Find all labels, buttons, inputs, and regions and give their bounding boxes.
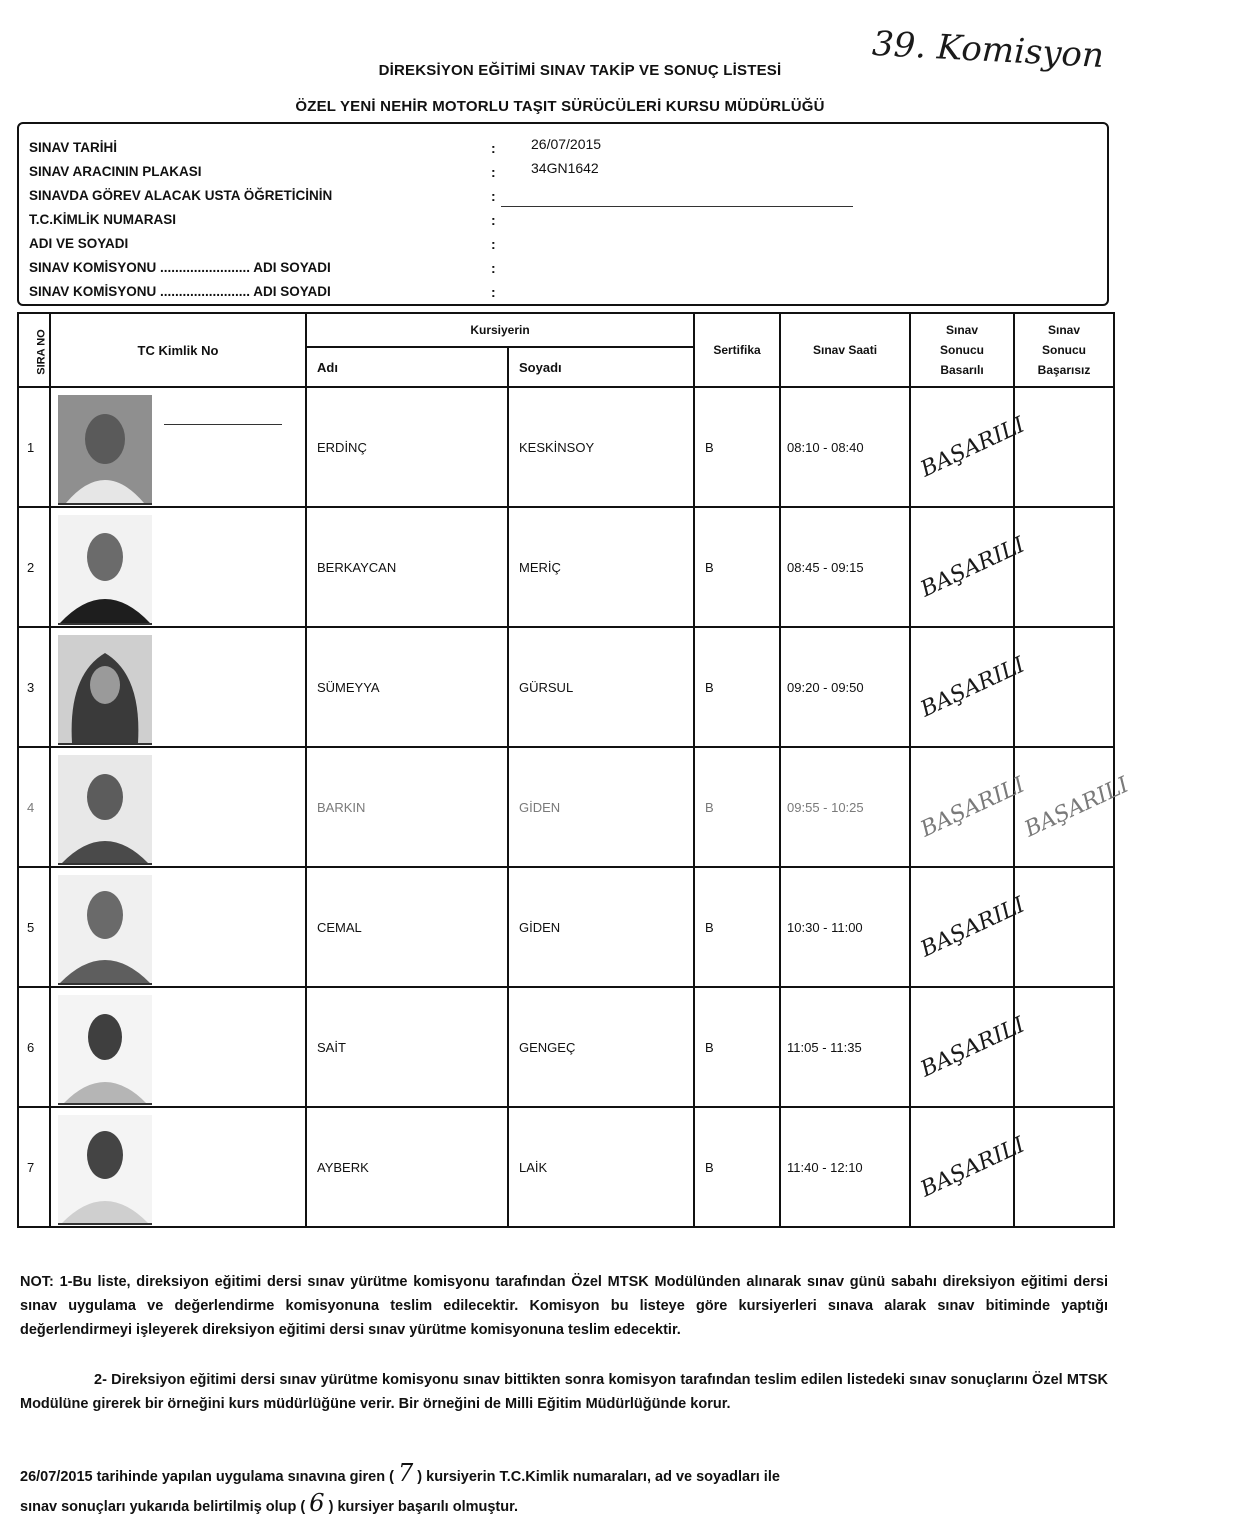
handwritten-result: BAŞARILI [916,652,1029,722]
row-number: 6 [18,987,50,1107]
table-row [18,507,1114,627]
exam-results-table [17,312,1133,1228]
result-failed-cell [1014,627,1114,747]
document-subtitle: ÖZEL YENİ NEHİR MOTORLU TAŞIT SÜRÜCÜLERİ KURSU MÜDÜRLÜĞÜ [295,98,825,115]
summary-text: ) kursiyer başarılı olmuştur. [328,1499,518,1515]
note-paragraph-1: NOT: 1-Bu liste, direksiyon eğitimi dersi sınav yürütme komisyonu tarafından Özel MTSK Modülünden alınarak sınav günü sabahı direksiyon eğitimi dersi sınav uygulama ve değerlendirme komisyonuna teslim edilecektir. Komisyon bu listeye göre kursiyerleri sınava alarak sınav bitiminde yaptığı değerlendirmeyi işleyerek direksiyon eğitimi dersi sınav yürütme komisyonuna teslim edecektir. [20,1274,1108,1338]
header-sinav-saati: Sınav Saati [780,313,910,387]
info-row-commission-1 [29,260,496,280]
table-row [18,987,1114,1107]
photo-tc-cell [50,387,306,507]
photo-tc-cell [50,747,306,867]
info-value-plate: 34GN1642 [531,160,599,176]
student-photo [58,875,152,985]
info-row-instructor [29,188,496,208]
summary-text: sınav sonuçları yukarıda belirtilmiş olup ( [20,1499,306,1515]
info-label: ADI VE SOYADI [29,236,129,251]
exam-time: 08:45 - 09:15 [780,507,910,627]
header-sertifika: Sertifika [694,313,780,387]
info-value-exam-date: 26/07/2015 [531,136,602,152]
result-failed-cell [1014,747,1133,867]
header-kursiyerin: Kursiyerin [306,313,694,347]
photo-tc-cell [50,507,306,627]
exam-time: 08:10 - 08:40 [780,387,910,507]
result-passed-cell [910,507,1029,627]
row-number: 1 [18,387,50,507]
student-last-name: GENGEÇ [508,987,694,1107]
photo-tc-cell [50,1107,306,1227]
summary-text: 26/07/2015 tarihinde yapılan uygulama sınavına giren ( [20,1469,394,1485]
info-label: SINAVDA GÖREV ALACAK USTA ÖĞRETİCİNİN [29,188,333,203]
handwritten-result: BAŞARILI [916,1012,1029,1082]
result-failed-cell [1014,867,1114,987]
handwritten-result: BAŞARILI [916,892,1029,962]
result-failed-cell [1014,987,1114,1107]
certificate-class: B [694,987,780,1107]
exam-time: 11:05 - 11:35 [780,987,910,1107]
student-photo [58,1115,152,1225]
header-adi: Adı [306,347,508,387]
certificate-class: B [694,1107,780,1227]
info-row-name [29,236,496,256]
student-first-name: BARKIN [306,747,508,867]
info-colon: : [491,260,496,276]
info-colon: : [491,140,496,156]
exam-info-box [17,122,1109,306]
result-passed-cell [910,747,1029,867]
info-row-plate [29,160,599,184]
handwritten-result: BAŞARILI [916,772,1029,842]
student-last-name: GİDEN [508,867,694,987]
info-colon: : [491,212,496,228]
result-passed-cell [910,627,1029,747]
handwritten-result: BAŞARILI [1020,772,1133,842]
result-failed-cell [1014,1107,1114,1227]
result-passed-cell [910,387,1029,507]
exam-time: 10:30 - 11:00 [780,867,910,987]
certificate-class: B [694,507,780,627]
certificate-class: B [694,387,780,507]
info-label: SINAV KOMİSYONU ........................ ADI SOYADI [29,284,331,299]
summary-line-2 [20,1490,1110,1520]
header-soyadi: Soyadı [508,347,694,387]
student-last-name: KESKİNSOY [508,387,694,507]
certificate-class: B [694,747,780,867]
student-photo [58,995,152,1105]
certificate-class: B [694,867,780,987]
student-photo [58,515,152,625]
student-first-name: SAİT [306,987,508,1107]
header-tc-kimlik: TC Kimlik No [50,313,306,387]
table-row [18,867,1114,987]
student-photo [58,635,152,745]
summary-text: ) kursiyerin T.C.Kimlik numaraları, ad ve soyadları ile [417,1469,780,1485]
exam-time: 09:20 - 09:50 [780,627,910,747]
photo-tc-cell [50,867,306,987]
row-number: 2 [18,507,50,627]
note-paragraph-2: 2- Direksiyon eğitimi dersi sınav yürütme komisyonu sınav bittikten sonra komisyon tarafından teslim edilen listedeki sınav sonuçlarını Özel MTSK Modülüne girerek bir örneğini kurs müdürlüğüne verir. Bir örneğini de Milli Eğitim Müdürlüğünde korur. [20,1372,1108,1412]
result-passed-cell [910,1107,1029,1227]
summary-statement [20,1460,1110,1520]
document-title: DİREKSİYON EĞİTİMİ SINAV TAKİP VE SONUÇ LİSTESİ [378,62,782,79]
exam-time: 09:55 - 10:25 [780,747,910,867]
info-colon: : [491,188,496,204]
count-entered: 7 [397,1459,414,1487]
student-first-name: ERDİNÇ [306,387,508,507]
certificate-class: B [694,627,780,747]
info-label: SINAV TARİHİ [29,140,118,155]
tc-kimlik-redacted [164,424,282,425]
handwritten-result: BAŞARILI [916,1132,1029,1202]
student-first-name: CEMAL [306,867,508,987]
header-sonuc-basarili: Sınav Sonucu Basarılı [910,313,1014,387]
student-photo [58,395,152,505]
student-first-name: SÜMEYYA [306,627,508,747]
student-last-name: MERİÇ [508,507,694,627]
result-passed-cell [910,987,1029,1107]
table-row [18,627,1114,747]
info-row-commission-2 [29,284,496,304]
photo-tc-cell [50,627,306,747]
student-first-name: AYBERK [306,1107,508,1227]
info-colon: : [491,284,496,300]
row-number: 4 [18,747,50,867]
info-colon: : [491,164,496,180]
row-number: 3 [18,627,50,747]
count-passed: 6 [309,1489,325,1517]
header-sira-no: SIRA NO [18,313,50,387]
photo-tc-cell [50,987,306,1107]
header-sonuc-basarisiz: Sınav Sonucu Başarısız [1014,313,1114,387]
handwritten-result: BAŞARILI [916,532,1029,602]
table-row [18,1107,1114,1227]
student-last-name: GÜRSUL [508,627,694,747]
exam-time: 11:40 - 12:10 [780,1107,910,1227]
info-colon: : [491,236,496,252]
info-label: SINAV ARACININ PLAKASI [29,164,202,179]
table-row [18,387,1114,507]
student-last-name: LAİK [508,1107,694,1227]
student-first-name: BERKAYCAN [306,507,508,627]
table-row [18,747,1114,867]
instructor-signature-line [501,206,853,207]
summary-line-1 [20,1460,1110,1490]
student-photo [58,755,152,865]
result-passed-cell [910,867,1029,987]
student-last-name: GİDEN [508,747,694,867]
result-failed-cell [1014,387,1114,507]
result-failed-cell [1014,507,1114,627]
info-row-tc [29,212,496,232]
row-number: 5 [18,867,50,987]
info-label: SINAV KOMİSYONU ........................ ADI SOYADI [29,260,331,275]
handwritten-commission-note: 39. Komisyon [871,23,1105,77]
info-label: T.C.KİMLİK NUMARASI [29,212,176,227]
handwritten-result: BAŞARILI [916,412,1029,482]
row-number: 7 [18,1107,50,1227]
info-row-exam-date [29,136,602,160]
